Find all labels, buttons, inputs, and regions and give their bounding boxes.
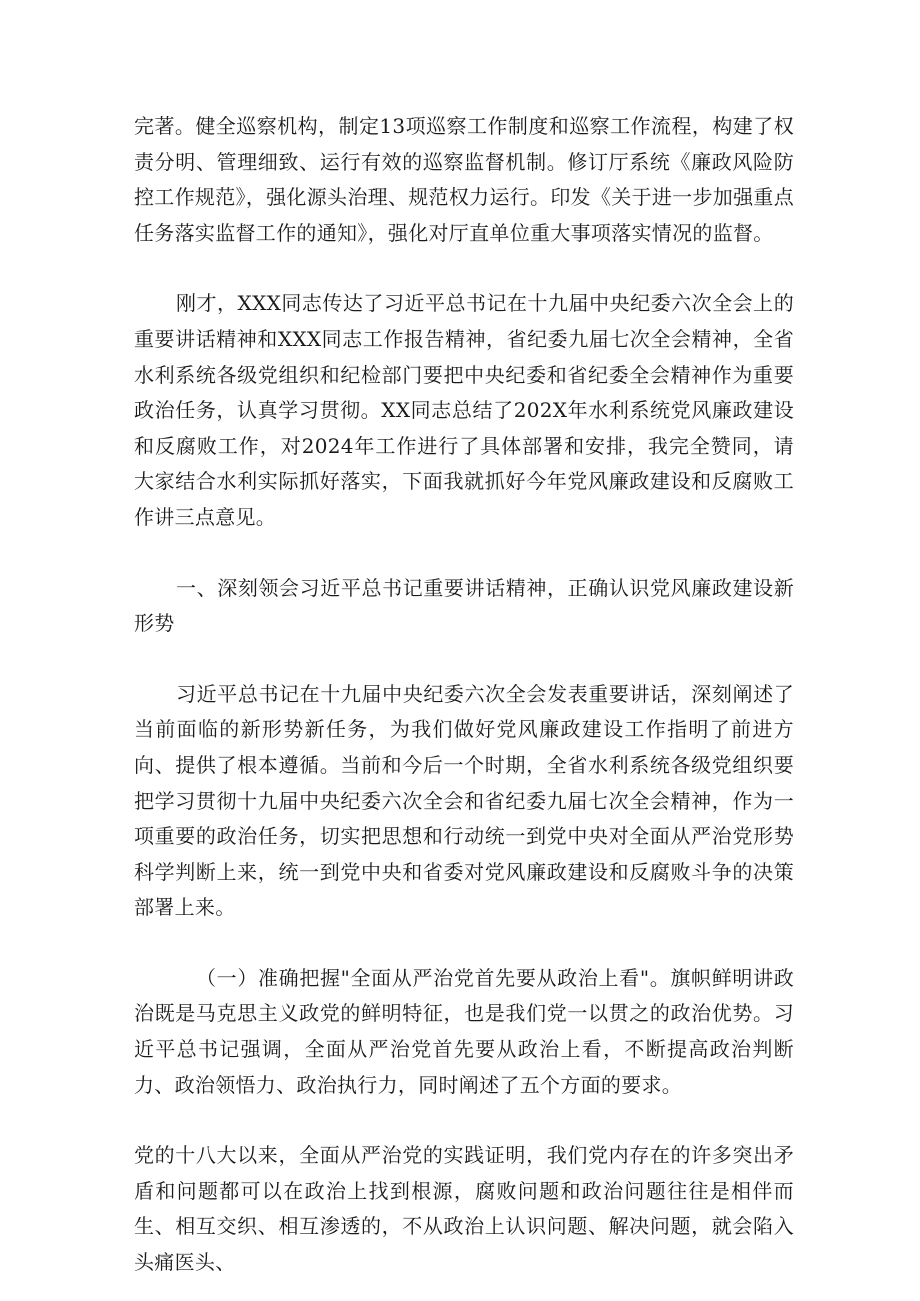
- paragraph-spacer: [134, 642, 794, 677]
- paragraph-party-practice: 党的十八大以来，全面从严治党的实践证明，我们党内存在的许多突出矛盾和问题都可以在政治上找到根源，腐败问题和政治问题往往是相伴而生、相互交织、相互渗透的，不从政治上认识问题、解决问题，就会陷入头痛医头、: [134, 1143, 794, 1275]
- paragraph-section-one-body: 习近平总书记在十九届中央纪委六次全会发表重要讲话，深刻阐述了当前面临的新形势新任务，为我们做好党风廉政建设工作指明了前进方向、提供了根本遵循。当前和今后一个时期，全省水利系统各级党组织要把学习贯彻十九届中央纪委六次全会和省纪委九届七次全会精神，作为一项重要的政治任务，切实把思想和行动统一到党中央对全面从严治党形势科学判断上来，统一到党中央和省委对党风廉政建设和反腐败斗争的决策部署上来。: [134, 681, 794, 920]
- subsection-heading-one: （一）准确把握"全面从严治党首先要从政治上看"。旗帜鲜明讲政治既是马克思主义政党的鲜明特征，也是我们党一以贯之的政治优势。习近平总书记强调，全面从严治党首先要从政治上看，不断提高政治判断力、政治领悟力、政治执行力，同时阐述了五个方面的要求。: [134, 965, 794, 1097]
- paragraph-spacer: [134, 1103, 794, 1138]
- section-heading-one: 一、深刻领会习近平总书记重要讲话精神，正确认识党风廉政建设新形势: [134, 575, 794, 636]
- document-body: [134, 109, 794, 1281]
- paragraph-opening-remarks: 刚才，XXX同志传达了习近平总书记在十九届中央纪委六次全会上的重要讲话精神和XXX同志工作报告精神，省纪委九届七次全会精神，全省水利系统各级党组织和纪检部门要把中央纪委和省纪委全会精神作为重要政治任务，认真学习贯彻。XX同志总结了202X年水利系统党风廉政建设和反腐败工作，对2024年工作进行了具体部署和安排，我完全赞同，请大家结合水利实际抓好落实，下面我就抓好今年党风廉政建设和反腐败工作讲三点意见。: [134, 291, 794, 529]
- paragraph-spacer: [134, 926, 794, 961]
- paragraph-continuation: 完著。健全巡察机构，制定13项巡察工作制度和巡察工作流程，构建了权责分明、管理细致、运行有效的巡察监督机制。修订厅系统《廉政风险防控工作规范》，强化源头治理、规范权力运行。印发《关于进一步加强重点任务落实监督工作的通知》，强化对厅直单位重大事项落实情况的监督。: [134, 114, 794, 245]
- paragraph-spacer: [134, 536, 794, 571]
- paragraph-spacer: [134, 251, 794, 286]
